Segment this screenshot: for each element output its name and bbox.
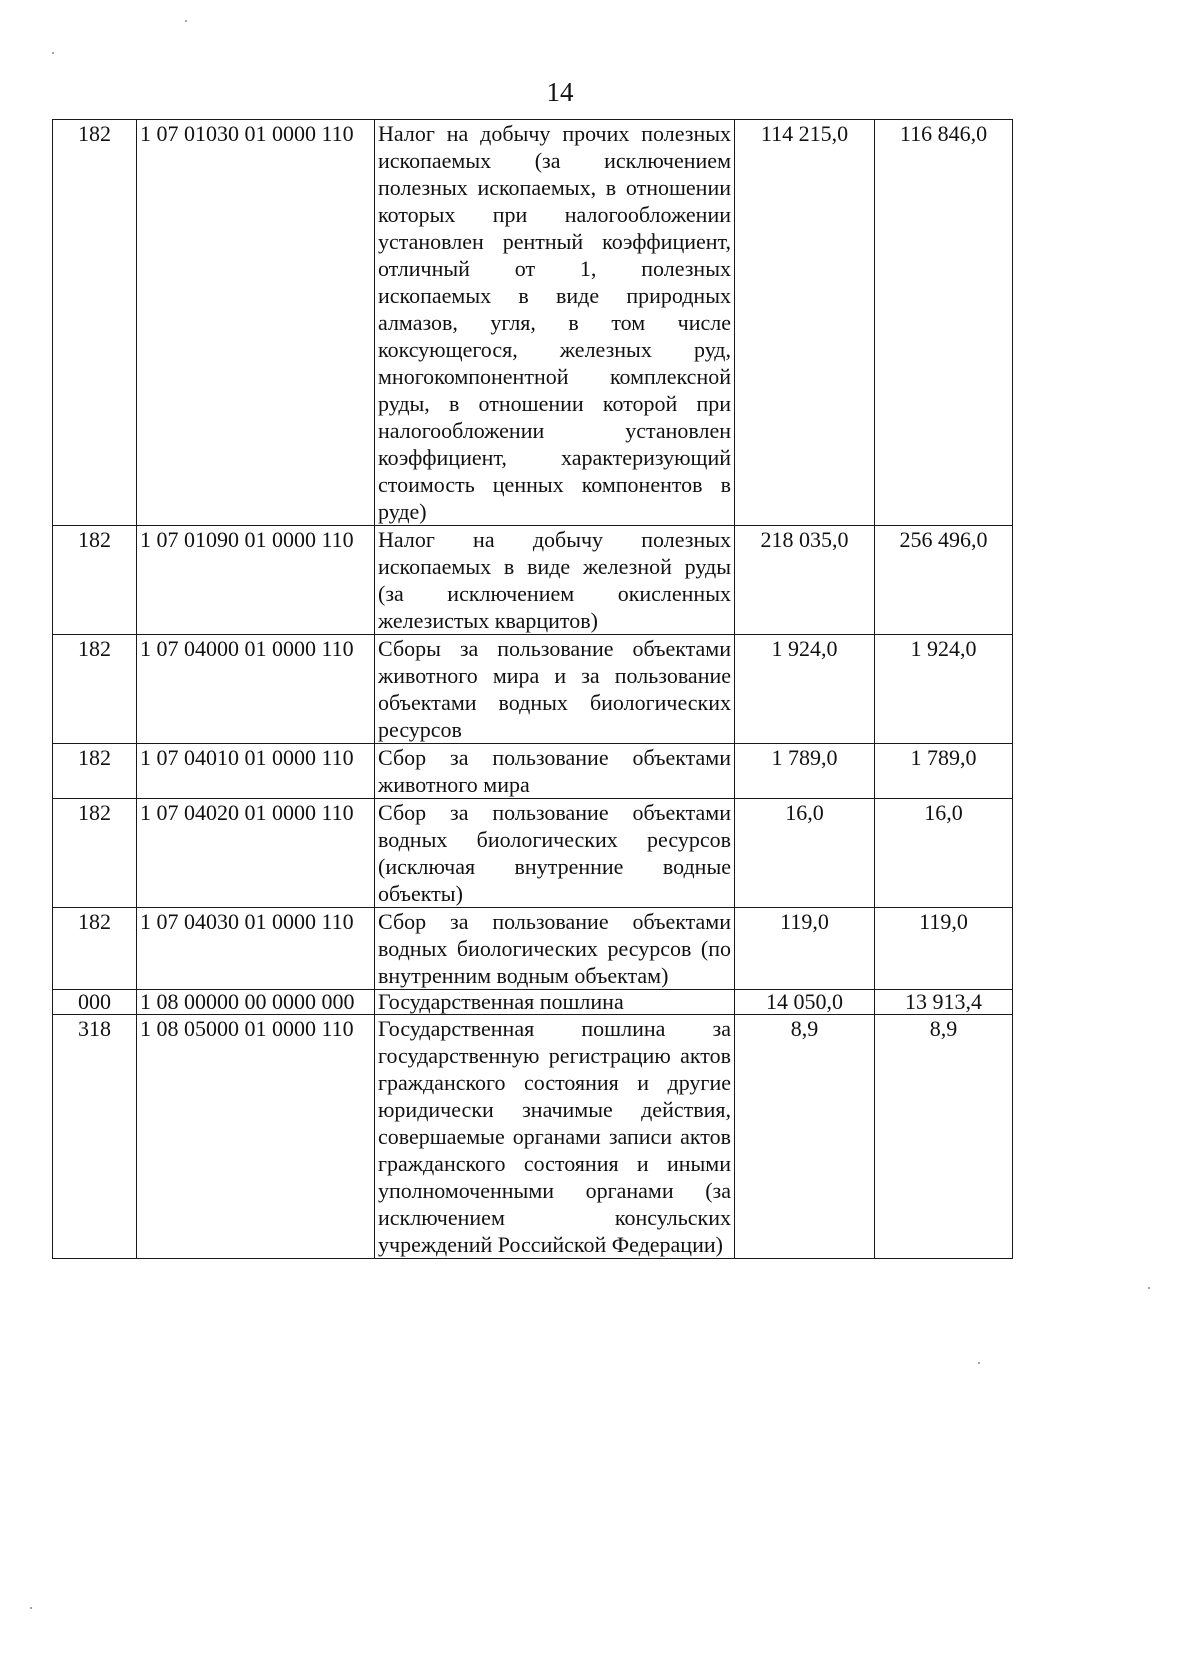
- table-row: [53, 120, 1013, 526]
- revenue-name-cell: Сборы за пользование объектами животного мира и за пользование объектами водных биологических ресурсов: [375, 635, 735, 744]
- revenue-name-cell: Налог на добычу прочих полезных ископаемых (за исключением полезных ископаемых, в отношении которых при налогообложении установлен рентный коэффициент, отличный от 1, полезных ископаемых в виде природных алмазов, угля, в том числе коксующегося, железных руд, многокомпонентной комплексной руды, в отношении которой при налогообложении установлен коэффициент, характеризующий стоимость ценных компонентов в руде): [375, 120, 735, 526]
- budget-code-cell: 1 08 05000 01 0000 110: [137, 1015, 375, 1259]
- budget-code-cell: 1 07 04010 01 0000 110: [137, 744, 375, 799]
- scan-speck: [30, 1607, 32, 1609]
- table-row: [53, 799, 1013, 908]
- value-2-cell: 116 846,0: [875, 120, 1013, 526]
- budget-code-cell: 1 07 01090 01 0000 110: [137, 526, 375, 635]
- admin-code-cell: 182: [53, 120, 137, 526]
- value-2-cell: 16,0: [875, 799, 1013, 908]
- value-1-cell: 218 035,0: [735, 526, 875, 635]
- budget-code-cell: 1 07 04000 01 0000 110: [137, 635, 375, 744]
- page-number: 14: [546, 77, 574, 107]
- value-1-cell: 16,0: [735, 799, 875, 908]
- admin-code-cell: 318: [53, 1015, 137, 1259]
- admin-code-cell: 182: [53, 799, 137, 908]
- table-row: [53, 526, 1013, 635]
- value-2-cell: 1 789,0: [875, 744, 1013, 799]
- table-row: [53, 990, 1013, 1015]
- scan-speck: [185, 20, 187, 22]
- value-2-cell: 119,0: [875, 908, 1013, 990]
- value-2-cell: 13 913,4: [875, 990, 1013, 1015]
- admin-code-cell: 182: [53, 908, 137, 990]
- scan-speck: [1148, 1287, 1150, 1289]
- table-row: [53, 744, 1013, 799]
- revenue-name-cell: Государственная пошлина: [375, 990, 735, 1015]
- table-row: [53, 908, 1013, 990]
- revenue-name-cell: Налог на добычу полезных ископаемых в виде железной руды (за исключением окисленных железистых кварцитов): [375, 526, 735, 635]
- value-1-cell: 8,9: [735, 1015, 875, 1259]
- scan-speck: [52, 52, 54, 54]
- table-row: [53, 1015, 1013, 1259]
- revenue-name-cell: Государственная пошлина за государственную регистрацию актов гражданского состояния и другие юридически значимые действия, совершаемые органами записи актов гражданского состояния и иными уполномоченными органами (за исключением консульских учреждений Российской Федерации): [375, 1015, 735, 1259]
- admin-code-cell: 000: [53, 990, 137, 1015]
- admin-code-cell: 182: [53, 635, 137, 744]
- budget-code-cell: 1 07 04020 01 0000 110: [137, 799, 375, 908]
- value-1-cell: 119,0: [735, 908, 875, 990]
- value-1-cell: 1 924,0: [735, 635, 875, 744]
- revenue-name-cell: Сбор за пользование объектами водных биологических ресурсов (исключая внутренние водные объекты): [375, 799, 735, 908]
- scan-speck: [978, 1362, 980, 1364]
- revenue-table: [52, 119, 1013, 1259]
- value-1-cell: 14 050,0: [735, 990, 875, 1015]
- value-1-cell: 1 789,0: [735, 744, 875, 799]
- value-1-cell: 114 215,0: [735, 120, 875, 526]
- admin-code-cell: 182: [53, 526, 137, 635]
- table-row: [53, 635, 1013, 744]
- admin-code-cell: 182: [53, 744, 137, 799]
- value-2-cell: 1 924,0: [875, 635, 1013, 744]
- budget-code-cell: 1 08 00000 00 0000 000: [137, 990, 375, 1015]
- value-2-cell: 8,9: [875, 1015, 1013, 1259]
- value-2-cell: 256 496,0: [875, 526, 1013, 635]
- revenue-name-cell: Сбор за пользование объектами животного мира: [375, 744, 735, 799]
- budget-code-cell: 1 07 04030 01 0000 110: [137, 908, 375, 990]
- revenue-name-cell: Сбор за пользование объектами водных биологических ресурсов (по внутренним водным объектам): [375, 908, 735, 990]
- budget-code-cell: 1 07 01030 01 0000 110: [137, 120, 375, 526]
